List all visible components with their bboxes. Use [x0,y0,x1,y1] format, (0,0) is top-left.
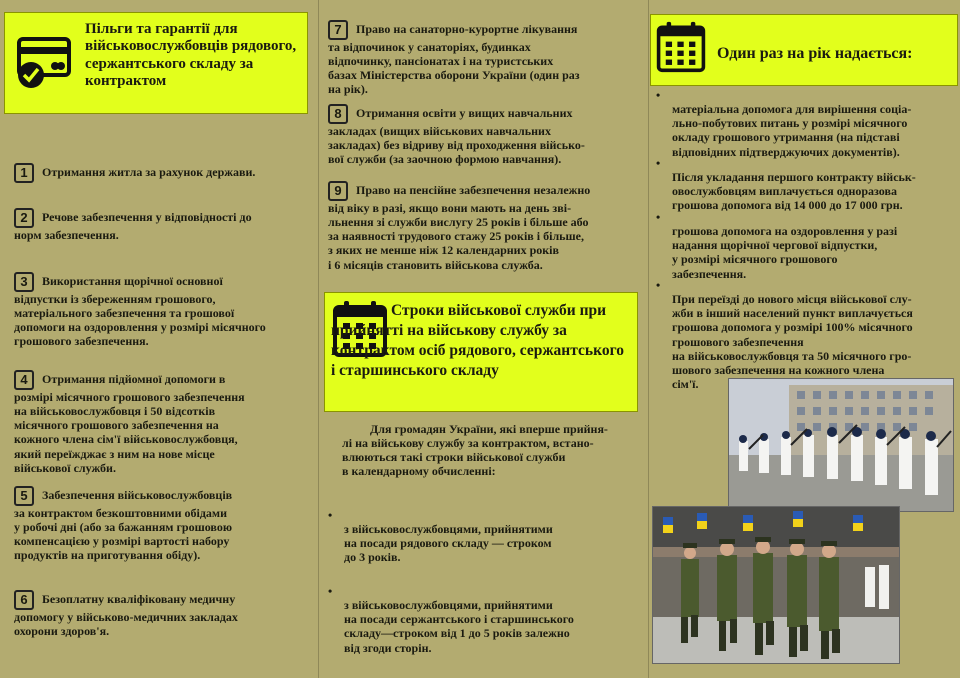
list-item [328,20,640,97]
item-number: 6 [14,590,34,610]
list-item [656,210,954,281]
item-text: Отримання підйомної допомоги в розмірі місячного грошового забезпечення на військовослужбовця і 50 відсотків місячного грошового забезпечення на кожного члена сім'ї військовослужбовця, який переїжджає з ним на нове місце військової служби. [14,371,245,475]
bullet-dot: • [656,156,661,170]
bullet-text: При переїзді до нового місця військової слу- жби в інший населений пункт виплачується грошова допомога у розмірі 100% місячного грошового забезпечення на військовослужбовця та 50 місячного гро- шового забезпечення на кожного члена сім'ї. [672,292,913,392]
item-text: Отримання житла за рахунок держави. [42,164,256,179]
item-number: 1 [14,163,34,183]
item-number: 7 [328,20,348,40]
benefits-header [4,12,308,114]
item-text: Право на пенсійне забезпечення незалежно від віку в разі, якщо вони мають на день зві- льнення зі служби вислугу 25 років і більше або за наявності трудового стажу 25 років і більше, з яких не менше ніж 12 календарних років і 6 місяців становить військова служба. [328,182,591,272]
list-item [14,486,312,563]
annual-header [650,14,958,86]
parade-march-photo [652,506,900,664]
bullet-text: з військовослужбовцями, прийнятими на посади рядового складу — строком до 3 років. [344,522,553,565]
item-number: 2 [14,208,34,228]
annual-title: Один раз на рік надається: [717,45,913,62]
bullet-dot: • [656,88,661,102]
bullet-text: з військовослужбовцями, прийнятими на посади сержантського і старшинського складу—строком від 1 до 5 років залежно від згоди сторін. [344,598,574,655]
benefits-title: Пільги та гарантії для військовослужбовців рядового, сержантського складу за контрактом [85,21,297,89]
list-item [328,508,634,565]
list-item [656,88,954,159]
list-item [14,208,312,242]
item-text: Забезпечення військовослужбовців за контрактом безкоштовними обідами у робочі дні (або за бажанням грошовою компенсацією у розмірі вартості набору продуктів на приготування обіду). [14,487,233,563]
service-terms-intro: Для громадян України, які вперше прийня- лі на військову службу за контрактом, встано- влюються такі строки військової служби в календарному обчисленні: [342,422,608,479]
list-item [14,370,312,475]
bullet-dot: • [656,210,661,224]
item-text: Речове забезпечення у відповідності до норм забезпечення. [14,209,252,242]
item-number: 4 [14,370,34,390]
column-right [648,0,960,678]
bullet-dot: • [328,584,333,598]
column-middle [318,0,648,678]
item-text: Отримання освіти у вищих навчальних закладах (вищих військових навчальних закладах) без відриву від проходження військо- вої служби (за заочною формою навчання). [328,105,585,167]
calendar-icon [655,19,707,75]
list-item [14,163,312,183]
bullet-text: Після укладання першого контракту військ- овослужбовцям виплачується одноразова грошова допомога від 14 000 до 17 000 грн. [672,170,916,213]
list-item [328,104,640,166]
bullet-text: грошова допомога на оздоровлення у разі надання щорічної чергової відпустки, у розмірі місячного грошового забезпечення. [672,224,898,281]
bullet-dot: • [328,508,333,522]
item-text: Використання щорічної основної відпустки із збереженням грошового, матеріального забезпечення та грошової допомоги на оздоровлення у розмірі місячного грошового забезпечення. [14,273,266,349]
bullet-dot: • [656,278,661,292]
item-number: 9 [328,181,348,201]
card-check-icon [15,35,77,91]
list-item [656,278,954,392]
item-text: Безоплатну кваліфіковану медичну допомогу у військово-медичних закладах охорони здоров'я. [14,591,238,639]
list-item [328,181,640,272]
list-item [328,584,634,655]
parade-honor-guard-photo [728,378,954,512]
list-item [14,272,312,349]
list-item [656,156,954,213]
column-left [0,0,318,678]
service-terms-header [324,292,638,412]
list-item [14,590,312,638]
service-terms-title: Строки військової служби при прийнятті на військову службу за контрактом осіб рядового, сержантського і старшинського складу [331,302,624,380]
item-text: Право на санаторно-курортне лікування та відпочинок у санаторіях, будинках відпочинку, пансіонатах і на туристських базах Міністерства оборони України (один раз на рік). [328,21,580,97]
item-number: 5 [14,486,34,506]
item-number: 8 [328,104,348,124]
item-number: 3 [14,272,34,292]
bullet-text: матеріальна допомога для вирішення соціа- льно-побутових питань у розмірі місячного окладу грошового утримання (на підставі відповідних підтверджуючих документів). [672,102,912,159]
